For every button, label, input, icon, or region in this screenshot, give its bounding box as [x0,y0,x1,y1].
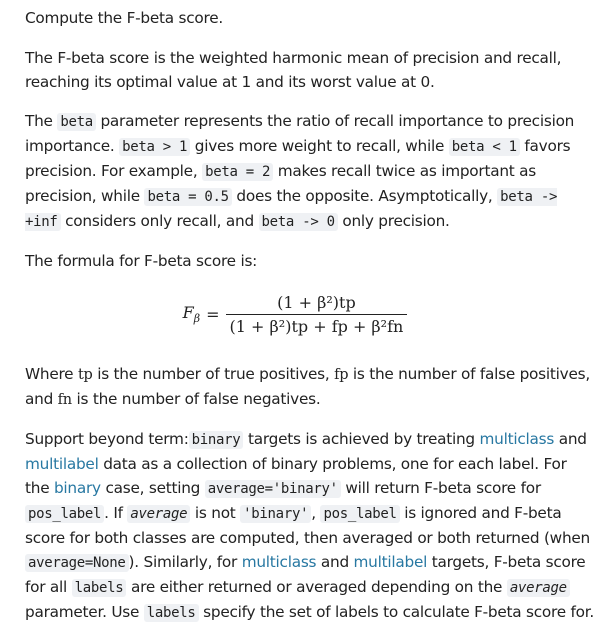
code-labels-2: labels [144,604,199,622]
code-pos-label-2: pos_label [320,505,399,523]
text: targets, F-beta score for all [25,553,586,596]
text: will return F-beta score for [340,479,541,497]
formula-lhs: $F_\beta$ [182,302,201,326]
code-average: average [127,505,190,523]
description-paragraph: The F-beta score is the weighted harmonic mean of precision and recall, reaching its optimal value at 1 and its worst value at 0. [25,49,562,91]
text: gives more weight to recall, while [190,137,449,155]
text: makes recall twice as important as precision, while [25,162,536,205]
fbeta-formula [25,288,595,340]
text: are either returned or averaged depending on the [126,578,507,596]
beta-paragraph [25,109,595,234]
text: parameter represents the ratio of recall importance to precision importance. [25,112,575,155]
formula-equals: = [206,304,220,324]
summary: Compute the F-beta score. [25,9,223,27]
math-tp: tp [77,367,93,383]
link-multilabel[interactable]: multilabel [25,455,99,473]
link-multiclass[interactable]: multiclass [479,430,555,448]
formula-denominator: (1 + β²)tp + fp + β²fn [226,314,408,336]
text: specify the set of labels to calculate F-beta score for. [198,603,594,621]
code-beta-lt-1: beta < 1 [449,138,520,156]
code-binary: binary [189,431,244,449]
text: is the number of false positives, and [25,365,590,408]
math-fn: fn [57,392,72,408]
text: is the number of false negatives. [71,390,321,408]
text: The [25,112,58,130]
support-paragraph [25,427,595,625]
text: is the number of true positives, [92,365,335,383]
link-multilabel-2[interactable]: multilabel [353,553,428,571]
text: and [316,553,354,571]
code-average-none: average=None [25,554,129,572]
code-pos-label: pos_label [25,505,104,523]
code-beta: beta [57,113,96,131]
text: is not [190,504,241,522]
code-average-2: average [507,579,570,597]
formula-intro: The formula for F-beta score is: [25,252,258,270]
code-binary-string: 'binary' [240,505,311,523]
math-fp: fp [334,367,349,383]
text: Support beyond term: [25,430,189,448]
text: and [554,430,587,448]
text: only precision. [337,212,450,230]
code-beta-zero: beta -> 0 [259,213,338,231]
text: data as a collection of binary problems, one for each label. For the [25,455,567,497]
text: case, setting [100,479,205,497]
code-beta-eq-0-5: beta = 0.5 [144,188,231,206]
link-binary[interactable]: binary [53,479,101,497]
text: is ignored and F-beta score for both classes are computed, then averaged or both returned (when [25,504,590,547]
text: ). Similarly, for [128,553,242,571]
code-beta-eq-2: beta = 2 [202,163,273,181]
terms-paragraph [25,362,595,412]
text: , [311,504,321,522]
text: . If [104,504,128,522]
code-average-binary: average='binary' [205,480,341,498]
formula-fraction [226,293,408,336]
text: targets is achieved by treating [243,430,480,448]
text: does the opposite. Asymptotically, [231,187,498,205]
text: parameter. Use [25,603,144,621]
code-beta-inf: beta -> +inf [25,189,558,230]
text: Where [25,365,78,383]
text: considers only recall, and [60,212,259,230]
link-multiclass-2[interactable]: multiclass [241,553,317,571]
formula-numerator: (1 + β²)tp [277,292,356,312]
text: favors precision. For example, [25,137,571,180]
code-beta-gt-1: beta > 1 [119,138,190,156]
code-labels: labels [72,579,127,597]
